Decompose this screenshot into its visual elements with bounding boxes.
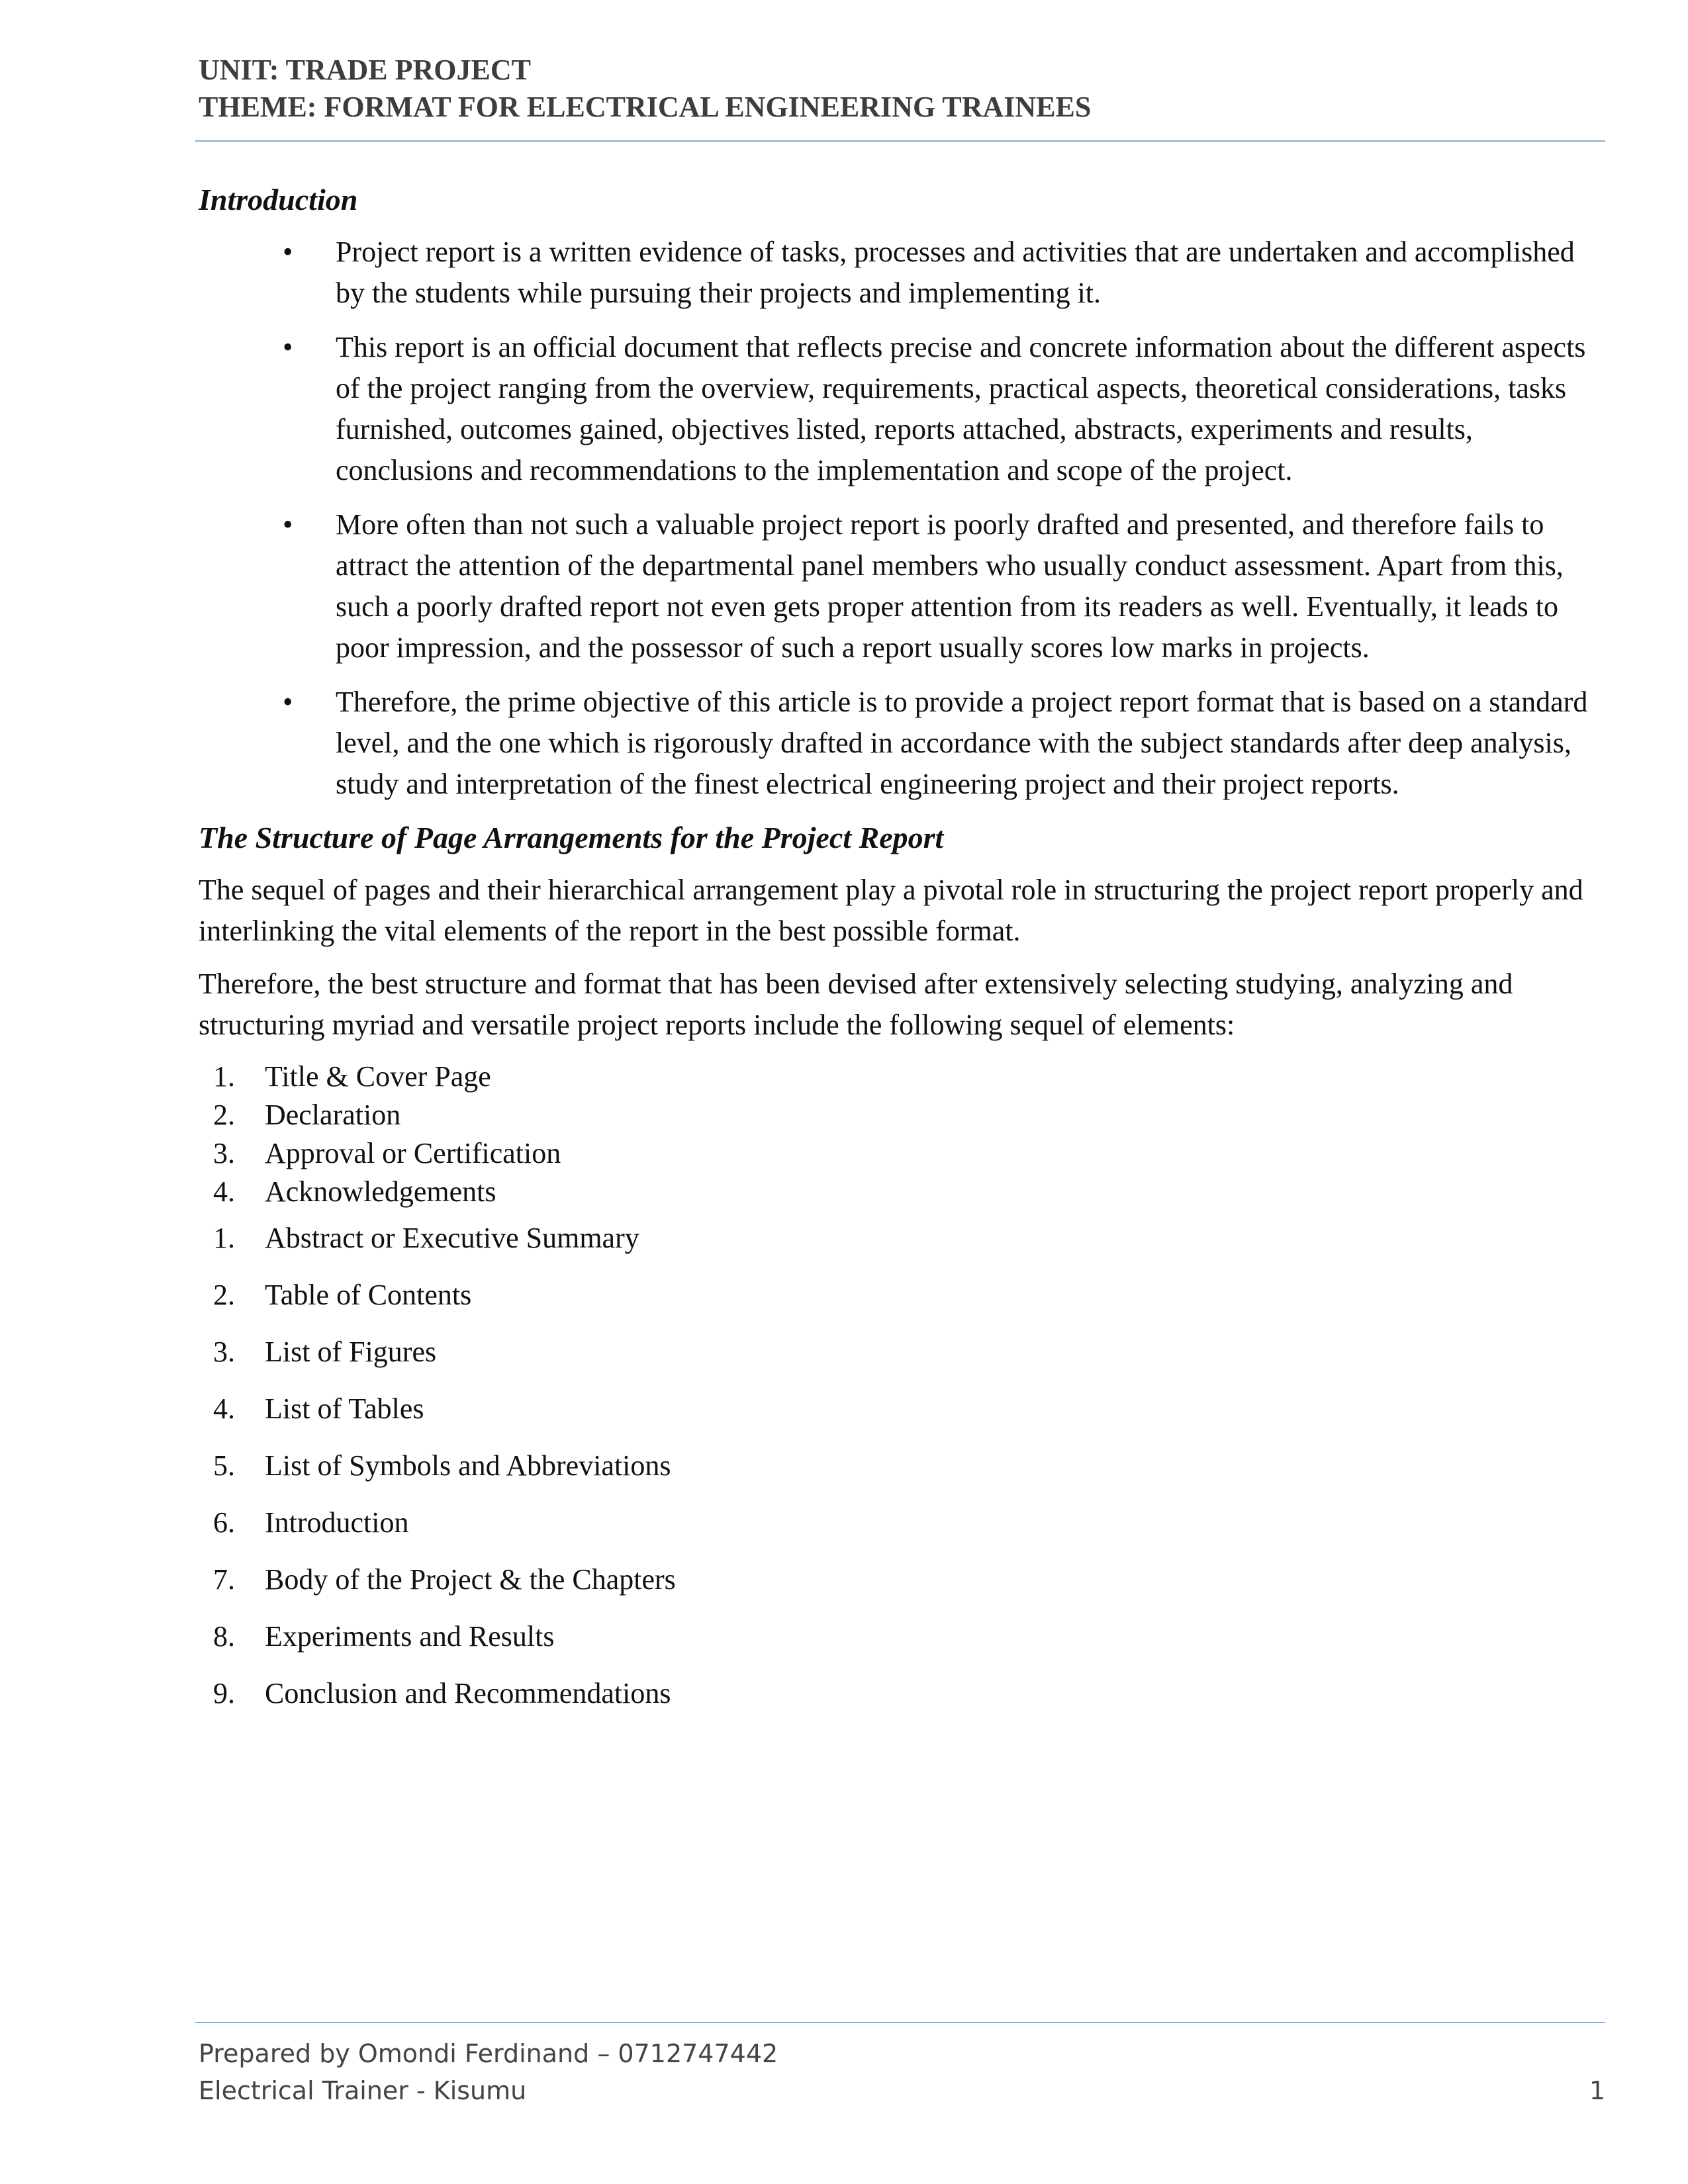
introduction-bullet-list bbox=[199, 232, 1609, 805]
list-number: 4. bbox=[213, 1175, 235, 1208]
list-item bbox=[199, 1561, 1609, 1599]
structure-paragraph-2: Therefore, the best structure and format that has been devised after extensively selecting studying, analyzing and structuring myriad and versatile project reports include the following sequel of elements: bbox=[199, 968, 1513, 1041]
list-number: 3. bbox=[213, 1336, 235, 1368]
list-text: Abstract or Executive Summary bbox=[265, 1222, 639, 1254]
list-item bbox=[199, 1504, 1609, 1542]
footer-divider bbox=[195, 2022, 1605, 2023]
list-number: 3. bbox=[213, 1137, 235, 1169]
header-unit: UNIT: TRADE PROJECT bbox=[199, 54, 531, 86]
list-text: Conclusion and Recommendations bbox=[265, 1677, 671, 1709]
list-item bbox=[199, 1096, 1609, 1134]
list-number: 4. bbox=[213, 1392, 235, 1425]
bullet-icon: • bbox=[283, 331, 293, 363]
list-number: 2. bbox=[213, 1099, 235, 1131]
list-text: Experiments and Results bbox=[265, 1620, 555, 1653]
bullet-text: Project report is a written evidence of tasks, processes and activities that are undertaken and accomplished by the students while pursuing their projects and implementing it. bbox=[336, 236, 1575, 309]
list-number: 1. bbox=[213, 1060, 235, 1093]
bullet-item bbox=[199, 504, 1609, 668]
list-item bbox=[199, 1333, 1609, 1371]
bullet-icon: • bbox=[283, 236, 293, 268]
list-number: 9. bbox=[213, 1677, 235, 1709]
list-item bbox=[199, 1617, 1609, 1656]
list-item bbox=[199, 1173, 1609, 1211]
bullet-item bbox=[199, 682, 1609, 805]
list-text: List of Figures bbox=[265, 1336, 437, 1368]
footer-role-line bbox=[199, 2072, 1605, 2109]
bullet-text: More often than not such a valuable project report is poorly drafted and presented, and therefore fails to attract the attention of the departmental panel members who usually conduct assessment. Apart from this, such a poorly drafted report not even gets proper attention from its readers as well. Eventually, it leads to poor impression, and the possessor of such a report usually scores low marks in projects. bbox=[336, 508, 1564, 664]
header-theme: THEME: FORMAT FOR ELECTRICAL ENGINEERING TRAINEES bbox=[199, 91, 1092, 123]
list-number: 7. bbox=[213, 1563, 235, 1596]
list-text: Declaration bbox=[265, 1099, 401, 1131]
page-body bbox=[199, 173, 1609, 1731]
bullet-icon: • bbox=[283, 508, 293, 541]
bullet-item bbox=[199, 327, 1609, 491]
bullet-text: This report is an official document that reflects precise and concrete information about the different aspects of the project ranging from the overview, requirements, practical aspects, theoretical considerations, tasks furnished, outcomes gained, objectives listed, reports attached, abstracts, experiments and results, conclusions and recommendations to the implementation and scope of the project. bbox=[336, 331, 1586, 486]
list-text: Body of the Project & the Chapters bbox=[265, 1563, 676, 1596]
list-item bbox=[199, 1390, 1609, 1428]
list-number: 6. bbox=[213, 1506, 235, 1539]
header-divider bbox=[195, 140, 1605, 142]
list-number: 5. bbox=[213, 1449, 235, 1482]
list-text: Acknowledgements bbox=[265, 1175, 496, 1208]
bullet-item bbox=[199, 232, 1609, 314]
page-header bbox=[199, 52, 1602, 126]
bullet-icon: • bbox=[283, 686, 293, 718]
list-item bbox=[199, 1674, 1609, 1713]
bullet-text: Therefore, the prime objective of this article is to provide a project report format that is based on a standard level, and the one which is rigorously drafted in accordance with the subject standards after deep analysis, study and interpretation of the finest electrical engineering project and their project reports. bbox=[336, 686, 1588, 800]
footer-author: Prepared by Omondi Ferdinand – 0712747442 bbox=[199, 2039, 778, 2068]
list-number: 8. bbox=[213, 1620, 235, 1653]
list-number: 2. bbox=[213, 1279, 235, 1311]
list-item bbox=[199, 1447, 1609, 1485]
structure-paragraph-1: The sequel of pages and their hierarchical arrangement play a pivotal role in structuring the project report properly and interlinking the vital elements of the report in the best possible format. bbox=[199, 874, 1583, 947]
list-item bbox=[199, 1219, 1609, 1257]
list-text: List of Symbols and Abbreviations bbox=[265, 1449, 671, 1482]
list-item bbox=[199, 1058, 1609, 1096]
list-text: Introduction bbox=[265, 1506, 409, 1539]
page-number: 1 bbox=[1589, 2076, 1605, 2105]
list-text: Approval or Certification bbox=[265, 1137, 561, 1169]
front-matter-list bbox=[199, 1058, 1609, 1211]
page-footer bbox=[199, 2035, 1605, 2109]
footer-role: Electrical Trainer - Kisumu bbox=[199, 2076, 527, 2105]
structure-heading: The Structure of Page Arrangements for the Project Report bbox=[199, 821, 944, 854]
list-item bbox=[199, 1134, 1609, 1173]
report-elements-list bbox=[199, 1219, 1609, 1713]
introduction-heading: Introduction bbox=[199, 183, 358, 216]
list-text: Table of Contents bbox=[265, 1279, 472, 1311]
list-number: 1. bbox=[213, 1222, 235, 1254]
list-text: List of Tables bbox=[265, 1392, 424, 1425]
list-item bbox=[199, 1276, 1609, 1314]
list-text: Title & Cover Page bbox=[265, 1060, 491, 1093]
